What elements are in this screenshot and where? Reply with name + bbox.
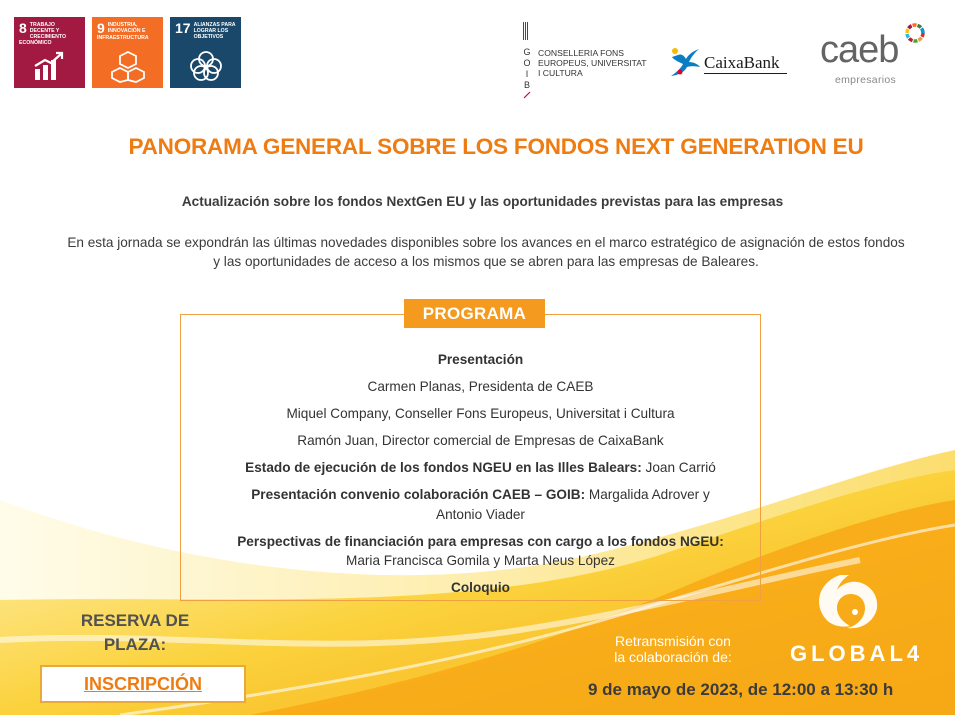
sdg-label: ALIANZAS PARA LOGRAR LOS OBJETIVOS [193, 22, 236, 40]
intro-line: y las oportunidades de acceso a los mismos que se abren para las empresas de Baleares. [213, 254, 759, 269]
program-item-bold: Perspectivas de financiación para empresas con cargo a los fondos NGEU: [237, 534, 724, 549]
caixabank-logo [668, 47, 780, 82]
sdg-number: 17 [175, 20, 191, 36]
goib-bars-icon [523, 22, 529, 40]
sdg-number: 9 [97, 20, 105, 36]
programa-heading: PROGRAMA [404, 299, 545, 328]
caixabank-name: CaixaBank [704, 53, 780, 72]
page-subtitle: Actualización sobre los fondos NextGen EU y las oportunidades previstas para las empresas [181, 194, 784, 209]
program-item-text: Antonio Viader [436, 507, 525, 522]
program-item-text: Ramón Juan, Director comercial de Empresas de CaixaBank [297, 433, 664, 448]
inscripcion-button[interactable] [40, 665, 246, 703]
program-item [180, 534, 781, 550]
program-item-text: Margalida Adrover y [585, 487, 710, 502]
program-item [180, 487, 781, 503]
inscripcion-link[interactable]: INSCRIPCIÓN [83, 674, 202, 694]
reserva-label [73, 609, 197, 657]
program-item-bold: Coloquio [451, 580, 510, 595]
caixabank-underline [704, 73, 787, 74]
program-item [180, 406, 781, 422]
retransmision-line: la colaboración de: [614, 649, 732, 665]
page-title: PANORAMA GENERAL SOBRE LOS FONDOS NEXT GENERATION EU [128, 134, 864, 159]
sdg-label: TRABAJO DECENTE Y CRECIMIENTO ECONÓMICO [19, 22, 67, 46]
reserva-line: PLAZA: [103, 635, 167, 654]
growth-chart-icon [33, 51, 65, 81]
global4-emblem [819, 575, 877, 628]
program-item [180, 580, 781, 596]
intro-line: En esta jornada se expondrán las últimas novedades disponibles sobre los avances en el marco estratégico de asignación de estos fondos [67, 235, 905, 250]
program-item-continued [180, 507, 781, 523]
program-item-continued [180, 553, 781, 569]
rings-icon [189, 51, 223, 81]
program-item-bold: Presentación convenio colaboración CAEB – GOIB: [251, 487, 586, 502]
sdg-badge-17 [170, 17, 241, 88]
global4-logo [785, 570, 950, 670]
sdg-label: INDUSTRIA, INNOVACIÓN E INFRAESTRUCTURA [97, 22, 149, 41]
sdg-wheel-icon [904, 22, 926, 44]
goib-vertical-text: G O I B [523, 47, 531, 90]
event-date: 9 de mayo de 2023, de 12:00 a 13:30 h [588, 680, 894, 699]
star-icon [668, 47, 702, 77]
retransmision-text [598, 633, 748, 665]
goib-conselleria-text: CONSELLERIA FONS EUROPEUS, UNIVERSITAT I CULTURA [538, 48, 647, 78]
sdg-badge-8 [14, 17, 85, 88]
sdg-number: 8 [19, 20, 27, 36]
goib-slash-icon [523, 91, 531, 99]
program-item [180, 352, 781, 368]
program-item [180, 460, 781, 476]
program-item [180, 379, 781, 395]
program-item-bold: Presentación [437, 352, 524, 367]
intro-paragraph [16, 233, 955, 271]
global4-name: GLOBAL4 [790, 641, 924, 666]
cubes-icon [111, 51, 145, 83]
program-item-text: Miquel Company, Conseller Fons Europeus, Universitat i Cultura [286, 406, 675, 421]
reserva-line: RESERVA DE [80, 611, 190, 630]
program-item [180, 433, 781, 449]
program-item-text: Joan Carrió [641, 460, 716, 475]
program-item-text: Maria Francisca Gomila y Marta Neus López [346, 553, 615, 568]
caeb-sub: empresarios [835, 74, 897, 86]
caeb-word: caeb [820, 29, 899, 71]
program-item-text: Carmen Planas, Presidenta de CAEB [367, 379, 594, 394]
retransmision-line: Retransmisión con [615, 633, 731, 649]
program-item-bold: Estado de ejecución de los fondos NGEU en las Illes Balears: [245, 460, 642, 475]
sdg-badge-9 [92, 17, 163, 88]
